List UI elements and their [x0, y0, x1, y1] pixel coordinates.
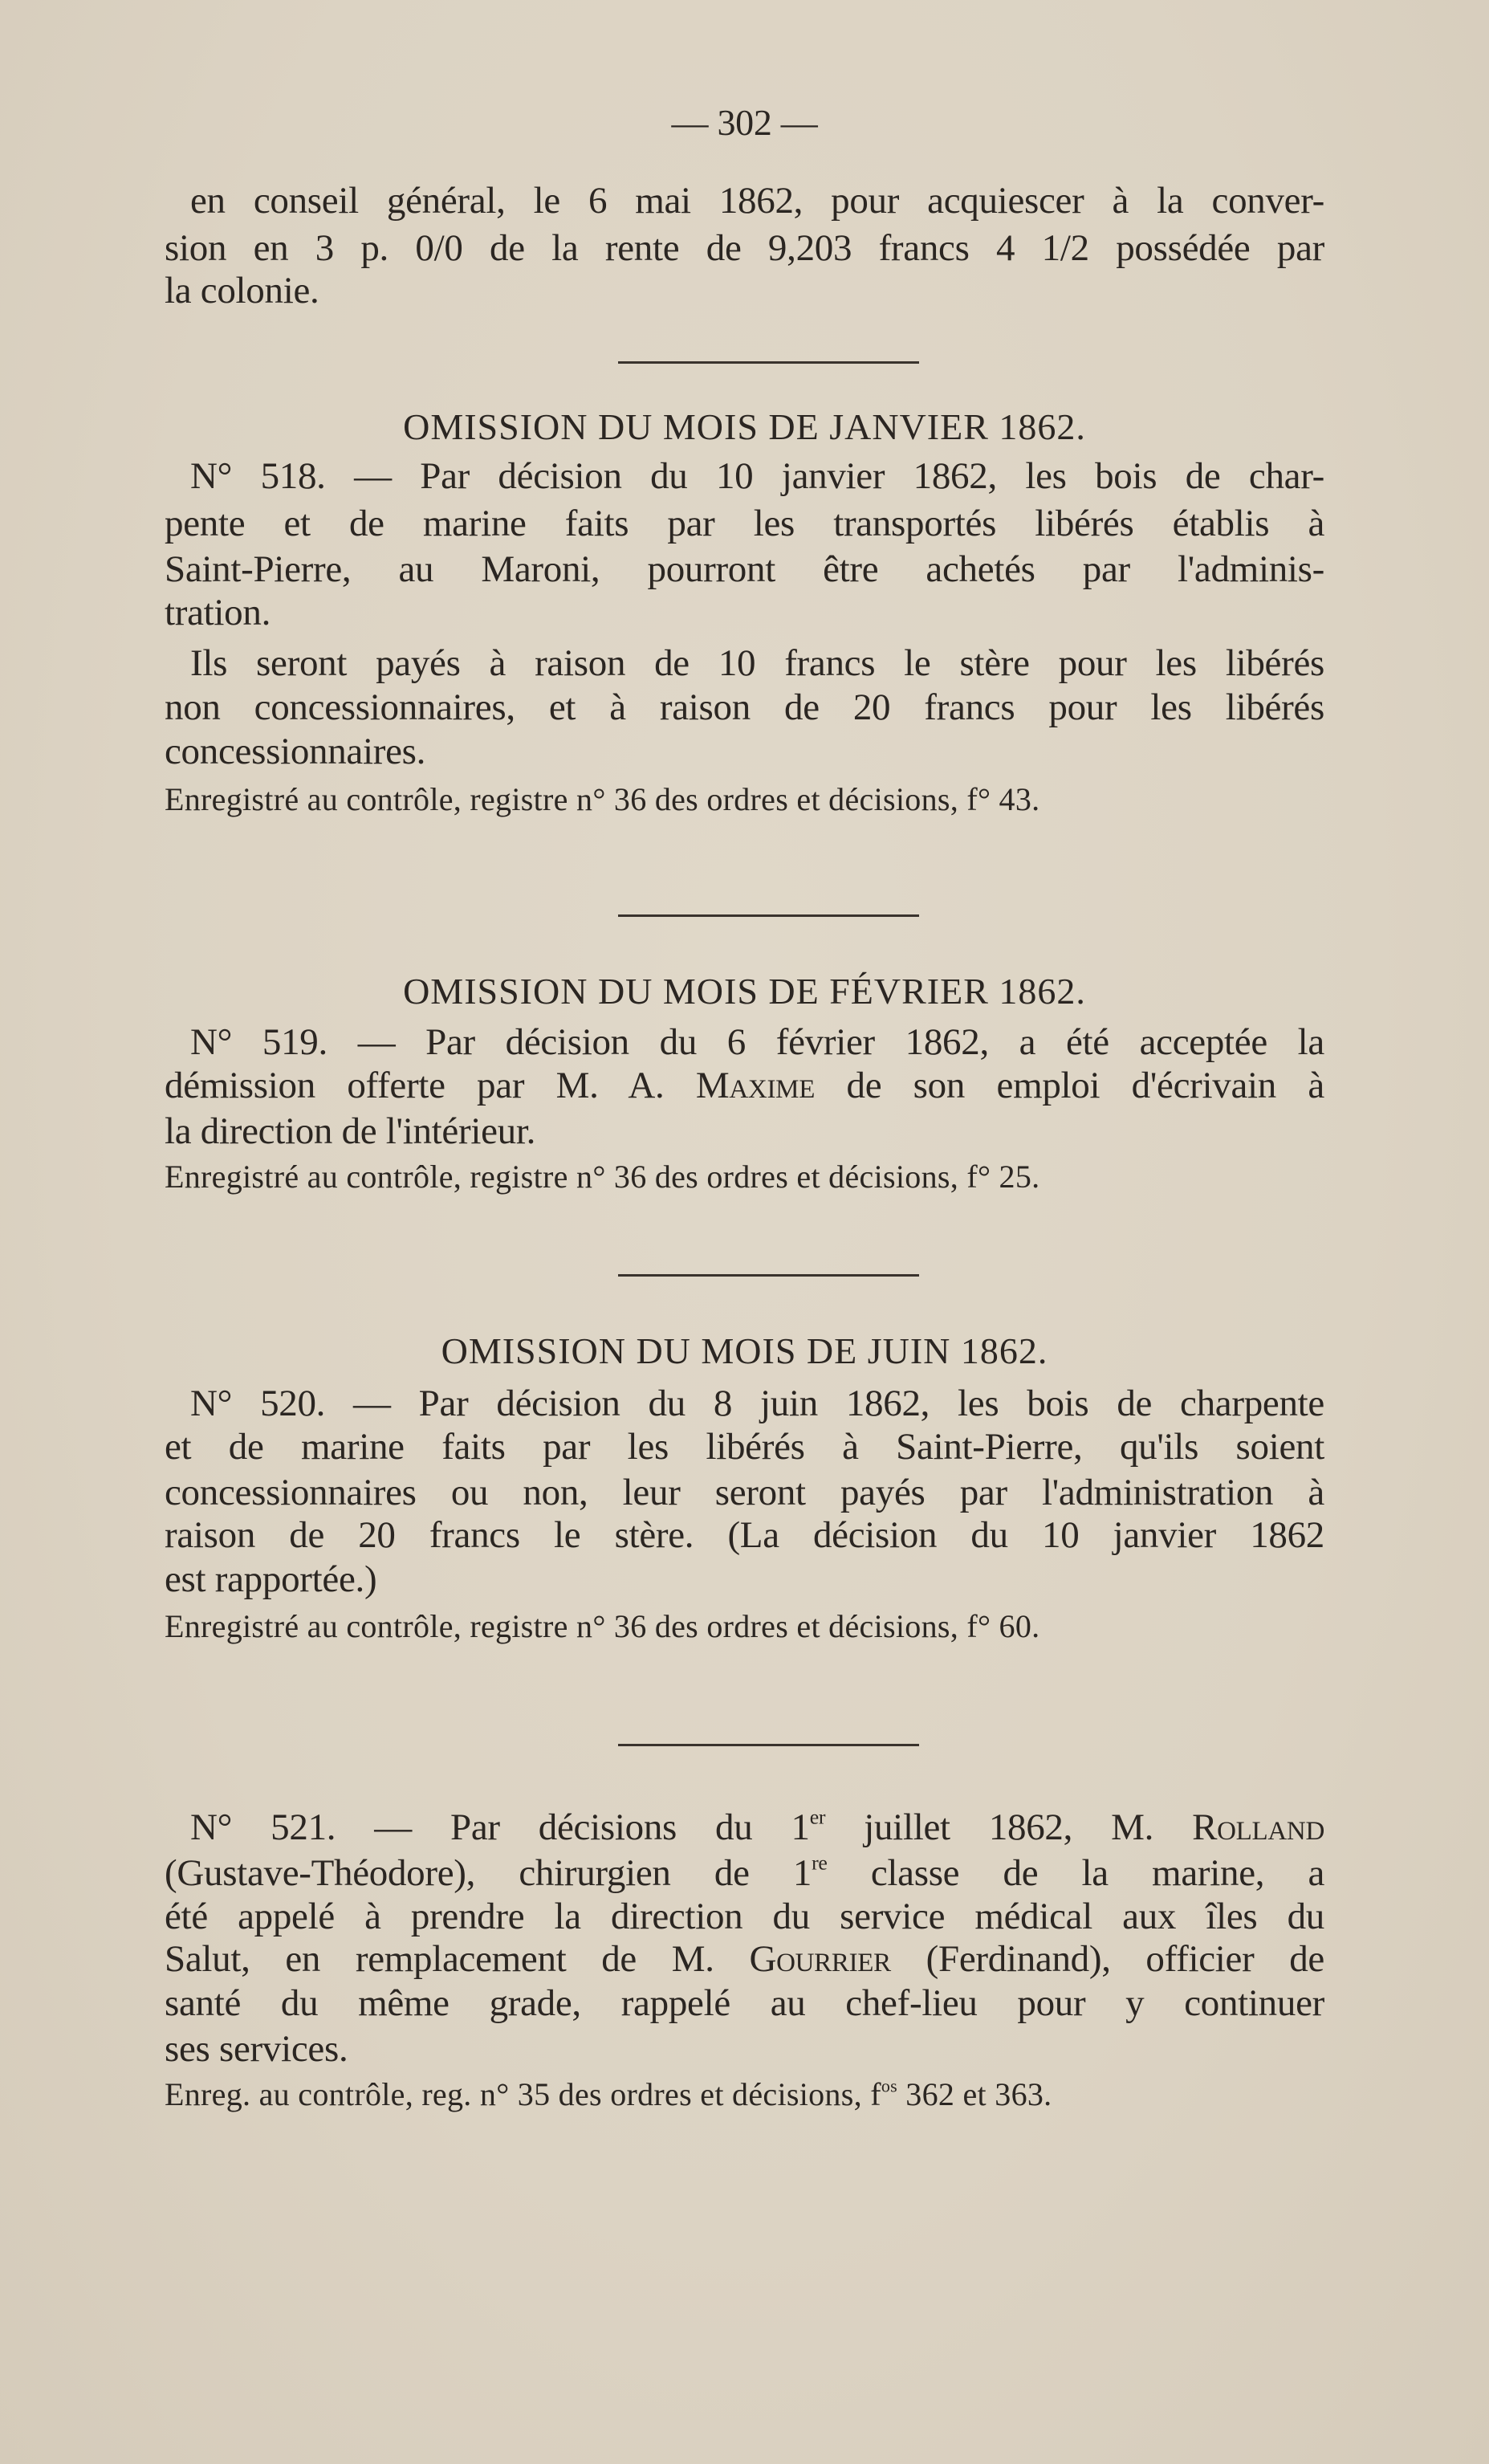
text-run: raison de 20 francs le stère. (La décision du 10 janvier 1862	[165, 1514, 1324, 1556]
text-run: N° 521. — Par décisions du 1	[190, 1806, 810, 1848]
paragraph-line	[165, 499, 1324, 548]
paragraph-line	[190, 177, 1324, 225]
registration-note	[165, 1153, 1324, 1201]
paragraph-line	[190, 1018, 1324, 1066]
name-small-caps: Gourrier	[749, 1938, 891, 1980]
text-run: non concessionnaires, et à raison de 20 francs pour les libérés	[165, 686, 1324, 728]
text-run: la direction de l'intérieur.	[165, 1110, 536, 1152]
text-run: Saint-Pierre, au Maroni, pourront être achetés par l'adminis-	[165, 548, 1324, 590]
text-run: été appelé à prendre la direction du service médical aux îles du	[165, 1896, 1324, 1937]
text-run: Enreg. au contrôle, reg. n° 35 des ordres et décisions, f	[165, 2076, 881, 2112]
section-divider	[618, 361, 919, 364]
paragraph-line	[165, 1892, 1324, 1941]
paragraph-line	[165, 683, 1324, 731]
text-run: 362 et 363.	[897, 2076, 1052, 2112]
text-run: Enregistré au contrôle, registre n° 36 des ordres et décisions, f° 60.	[165, 1608, 1040, 1644]
paragraph-line	[165, 2025, 1324, 2073]
text-run: (Gustave-Théodore), chirurgien de 1	[165, 1852, 812, 1894]
text-run: juillet 1862, M.	[825, 1806, 1193, 1848]
name-small-caps: Maxime	[695, 1065, 816, 1106]
text-run: en conseil général, le 6 mai 1862, pour acquiescer à la conver-	[190, 180, 1324, 222]
paragraph-line	[165, 267, 1324, 315]
name-small-caps: Rolland	[1192, 1806, 1324, 1848]
section-divider	[618, 914, 919, 917]
text-run: sion en 3 p. 0/0 de la rente de 9,203 francs 4 1/2 possédée par	[165, 227, 1324, 269]
paragraph-line	[165, 1935, 1324, 1983]
text-run: tration.	[165, 592, 271, 633]
paragraph-line	[165, 1555, 1324, 1603]
paragraph-line	[165, 1423, 1324, 1471]
paragraph-line	[165, 1107, 1324, 1155]
text-run: Ils seront payés à raison de 10 francs le stère pour les libérés	[190, 642, 1324, 684]
text-run: Enregistré au contrôle, registre n° 36 des ordres et décisions, f° 25.	[165, 1159, 1040, 1195]
paragraph-line	[190, 1379, 1324, 1427]
text-run: démission offerte par M. A.	[165, 1065, 696, 1106]
paragraph-line	[165, 224, 1324, 272]
text-run: pente et de marine faits par les transportés libérés établis à	[165, 503, 1324, 544]
page-number: — 302 —	[671, 102, 818, 143]
text-run: concessionnaires ou non, leur seront payés par l'administration à	[165, 1472, 1324, 1513]
paragraph-line	[165, 1061, 1324, 1110]
text-run: N° 520. — Par décision du 8 juin 1862, les bois de charpente	[190, 1383, 1324, 1424]
text-run: la colonie.	[165, 270, 319, 312]
text-run: N° 518. — Par décision du 10 janvier 1862, les bois de char-	[190, 455, 1324, 497]
registration-note	[165, 1603, 1324, 1651]
section-heading: OMISSION DU MOIS DE JUIN 1862.	[441, 1330, 1048, 1371]
text-run: Salut, en remplacement de M.	[165, 1938, 750, 1980]
text-run: classe de la marine, a	[827, 1852, 1325, 1894]
text-run: santé du même grade, rappelé au chef-lieu pour y continuer	[165, 1982, 1324, 2024]
paragraph-line	[165, 545, 1324, 593]
text-run: ses services.	[165, 2028, 348, 2070]
paragraph-line	[165, 1468, 1324, 1517]
text-run: de son emploi d'écrivain à	[815, 1065, 1324, 1106]
text-run: est rapportée.)	[165, 1558, 377, 1600]
registration-note	[165, 776, 1324, 824]
section-divider	[618, 1744, 919, 1746]
registration-note	[165, 2071, 1324, 2119]
paragraph-line	[165, 1849, 1324, 1897]
section-divider	[618, 1274, 919, 1277]
paragraph-line	[165, 589, 1324, 637]
section-heading: OMISSION DU MOIS DE JANVIER 1862.	[403, 406, 1086, 447]
superscript: os	[881, 2075, 897, 2096]
section-heading: OMISSION DU MOIS DE FÉVRIER 1862.	[403, 971, 1086, 1012]
paragraph-line	[165, 727, 1324, 776]
text-run: N° 519. — Par décision du 6 février 1862, a été acceptée la	[190, 1021, 1324, 1063]
text-run: concessionnaires.	[165, 731, 426, 772]
paragraph-line	[190, 639, 1324, 687]
superscript: er	[809, 1805, 826, 1829]
text-run: Enregistré au contrôle, registre n° 36 des ordres et décisions, f° 43.	[165, 781, 1040, 817]
text-run: et de marine faits par les libérés à Saint-Pierre, qu'ils soient	[165, 1426, 1324, 1468]
superscript: re	[812, 1851, 828, 1875]
paragraph-line	[165, 1979, 1324, 2027]
paragraph-line	[190, 1803, 1324, 1851]
text-run: (Ferdinand), officier de	[890, 1938, 1324, 1980]
paragraph-line	[165, 1511, 1324, 1559]
paragraph-line	[190, 452, 1324, 500]
